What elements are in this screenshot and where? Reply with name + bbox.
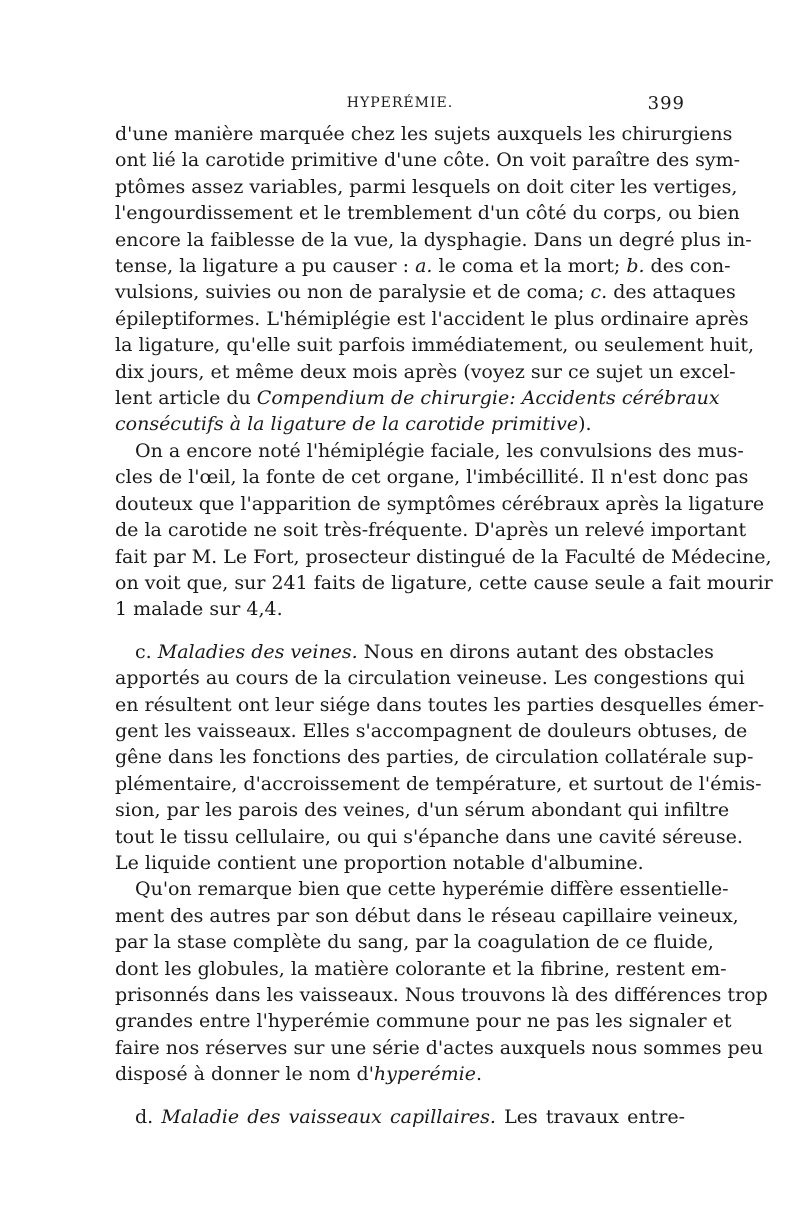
text-line: [115, 359, 736, 385]
text-run: en résultent ont leur siége dans toutes les parties desquelles émer-: [115, 693, 765, 716]
text-run: lent article du: [115, 387, 257, 410]
italic-text: a.: [415, 255, 433, 278]
text-line: [115, 639, 714, 665]
italic-text: Maladies des veines.: [157, 640, 358, 663]
text-line: [115, 903, 739, 929]
text-run: ptômes assez variables, parmi lesquels on doit citer les vertiges,: [115, 175, 738, 198]
text-run: de la carotide ne soit très-fréquente. D'après un relevé important: [115, 519, 747, 542]
page-number: 399: [647, 93, 685, 114]
text-line: [115, 1008, 732, 1034]
text-run: On a encore noté l'hémiplégie faciale, les convulsions des mus-: [135, 439, 744, 462]
text-run: cles de l'œil, la fonte de cet organe, l'imbécillité. Il n'est donc pas: [115, 466, 749, 489]
text-line: [115, 570, 773, 596]
text-line: [115, 982, 768, 1008]
text-line: [115, 744, 754, 770]
text-line: [115, 876, 729, 902]
book-page: [115, 93, 773, 1130]
running-title: HYPERÉMIE.: [346, 95, 454, 111]
body-text: [115, 121, 773, 1130]
text-line: [115, 718, 748, 744]
text-run: la ligature, qu'elle suit parfois immédiatement, ou seulement huit,: [115, 334, 754, 357]
text-line: [115, 692, 765, 718]
text-line: [115, 1104, 685, 1130]
text-line: [115, 850, 685, 876]
text-line: [115, 665, 745, 691]
text-line: [115, 200, 740, 226]
text-run: d'une manière marquée chez les sujets auxquels les chirurgiens: [115, 123, 733, 145]
text-run: ).: [578, 413, 592, 436]
italic-text: c.: [590, 281, 608, 304]
text-run: Les travaux entre-: [495, 1105, 685, 1128]
text-run: épileptiformes. L'hémiplégie est l'accident le plus ordinaire après: [115, 307, 749, 330]
italic-text: Maladie des vaisseaux capillaires.: [161, 1105, 496, 1128]
paragraph: [115, 1104, 685, 1130]
text-run: on voit que, sur 241 faits de ligature, cette cause seule a fait mourir: [115, 571, 773, 594]
text-line: [115, 596, 685, 622]
text-line: [115, 174, 738, 200]
text-run: d.: [135, 1105, 162, 1128]
running-head: [115, 95, 685, 121]
text-run: 1 malade sur 4,4.: [115, 598, 283, 621]
italic-text: consécutifs à la ligature de la carotide primitive: [115, 413, 579, 436]
text-run: par la stase complète du sang, par la coagulation de ce fluide,: [115, 931, 714, 954]
text-line: [115, 332, 754, 358]
text-line: [115, 1061, 685, 1087]
paragraph: [115, 876, 768, 1087]
text-line: [115, 253, 731, 279]
text-run: grandes entre l'hyperémie commune pour ne pas les signaler et: [115, 1010, 732, 1033]
text-line: [115, 517, 747, 543]
text-line: [115, 771, 762, 797]
text-run: des con-: [644, 255, 731, 278]
text-run: dont les globules, la matière colorante et la fibrine, restent em-: [115, 957, 727, 980]
text-run: sion, par les parois des veines, d'un sérum abondant qui infiltre: [115, 799, 730, 822]
text-line: [115, 491, 765, 517]
italic-text: b.: [626, 255, 645, 278]
text-run: ont lié la carotide primitive d'une côte. On voit paraître des sym-: [115, 149, 741, 172]
text-run: disposé à donner le nom d': [115, 1063, 374, 1086]
text-run: c.: [135, 640, 158, 663]
text-run: Le liquide contient une proportion notable d'albumine.: [115, 851, 644, 874]
text-line: [115, 411, 685, 437]
text-run: plémentaire, d'accroissement de température, et surtout de l'émis-: [115, 772, 762, 795]
text-line: [115, 824, 743, 850]
text-line: [115, 227, 752, 253]
text-line: [115, 121, 733, 147]
text-line: [115, 1035, 764, 1061]
text-run: tense, la ligature a pu causer :: [115, 255, 416, 278]
italic-text: hyperémie: [373, 1063, 476, 1086]
text-run: le coma et la mort;: [432, 255, 627, 278]
paragraph: [115, 121, 754, 438]
text-run: tout le tissu cellulaire, ou qui s'épanche dans une cavité séreuse.: [115, 825, 743, 848]
text-run: dix jours, et même deux mois après (voyez sur ce sujet un excel-: [115, 360, 736, 383]
text-run: Qu'on remarque bien que cette hyperémie diffère essentielle-: [135, 878, 729, 901]
text-run: .: [475, 1063, 483, 1086]
text-run: faire nos réserves sur une série d'actes auxquels nous sommes peu: [115, 1036, 764, 1059]
text-run: ment des autres par son début dans le réseau capillaire veineux,: [115, 904, 739, 927]
text-run: gêne dans les fonctions des parties, de circulation collatérale sup-: [115, 746, 754, 769]
paragraph: [115, 438, 773, 623]
text-line: [115, 438, 744, 464]
text-line: [115, 929, 714, 955]
text-line: [115, 956, 727, 982]
italic-text: Compendium de chirurgie: Accidents cérébraux: [256, 387, 720, 410]
text-run: prisonnés dans les vaisseaux. Nous trouvons là des différences trop: [115, 984, 768, 1006]
text-run: encore la faiblesse de la vue, la dysphagie. Dans un degré plus in-: [115, 228, 752, 251]
text-run: des attaques: [607, 281, 736, 304]
text-run: apportés au cours de la circulation veineuse. Les congestions qui: [115, 667, 745, 690]
text-line: [115, 306, 749, 332]
text-line: [115, 385, 720, 411]
text-run: Nous en dirons autant des obstacles: [357, 640, 714, 663]
text-run: l'engourdissement et le tremblement d'un côté du corps, ou bien: [115, 202, 740, 225]
text-run: fait par M. Le Fort, prosecteur distingué de la Faculté de Médecine,: [115, 545, 772, 568]
text-run: douteux que l'apparition de symptômes cérébraux après la ligature: [115, 492, 765, 515]
text-line: [115, 147, 741, 173]
paragraph: [115, 639, 765, 877]
text-run: gent les vaisseaux. Elles s'accompagnent de douleurs obtuses, de: [115, 719, 748, 742]
text-line: [115, 544, 772, 570]
text-line: [115, 797, 730, 823]
paragraph-gap: [115, 623, 685, 639]
text-line: [115, 279, 736, 305]
paragraph-gap: [115, 1088, 685, 1104]
text-line: [115, 464, 749, 490]
text-run: vulsions, suivies ou non de paralysie et de coma;: [115, 281, 591, 304]
